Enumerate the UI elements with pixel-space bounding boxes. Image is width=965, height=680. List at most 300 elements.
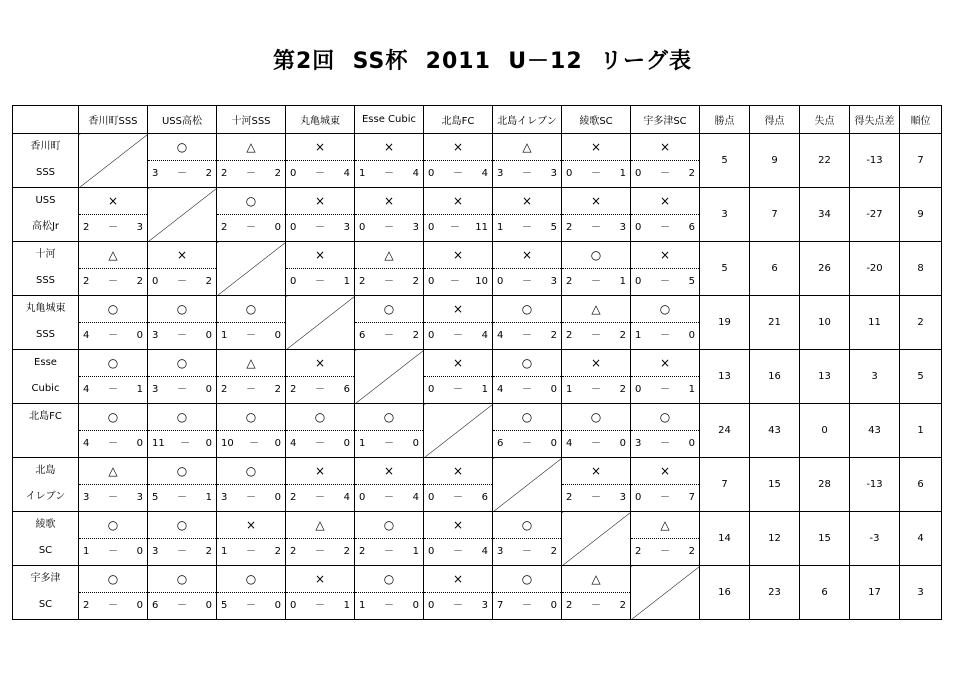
- score-for: 2: [566, 492, 573, 503]
- score-for: 2: [566, 276, 573, 287]
- score-for: 5: [152, 492, 159, 503]
- match-score: [217, 593, 285, 619]
- score-against: 6: [481, 492, 488, 503]
- result-symbol: ×: [424, 458, 492, 485]
- goals-against-cell: 15: [800, 512, 850, 566]
- result-symbol: ×: [79, 188, 147, 215]
- column-header: Esse Cubic: [355, 106, 424, 134]
- goals-for-cell: 21: [750, 296, 800, 350]
- score-against: 1: [136, 384, 143, 395]
- goals-for-cell: 16: [750, 350, 800, 404]
- result-symbol: ×: [424, 242, 492, 269]
- score-for: 0: [635, 276, 642, 287]
- score-against: 0: [550, 600, 557, 611]
- match-result-cell: [631, 134, 700, 188]
- match-score: [148, 539, 216, 565]
- score-for: 2: [359, 276, 366, 287]
- points-cell: 14: [700, 512, 750, 566]
- team-name-line2: SSS: [35, 167, 56, 178]
- score-for: 2: [566, 222, 573, 233]
- goals-against-cell: 6: [800, 566, 850, 620]
- score-against: 0: [136, 330, 143, 341]
- result-symbol: ×: [286, 134, 354, 161]
- score-against: 0: [136, 546, 143, 557]
- match-score: [631, 269, 699, 295]
- match-result-cell: [355, 134, 424, 188]
- score-against: 0: [205, 384, 212, 395]
- match-score: [217, 215, 285, 241]
- column-header: 丸亀城東: [286, 106, 355, 134]
- score-for: 1: [221, 330, 228, 341]
- score-separator: －: [453, 600, 463, 611]
- goals-against-cell: 34: [800, 188, 850, 242]
- score-for: 4: [83, 384, 90, 395]
- score-against: 0: [274, 492, 281, 503]
- match-result-cell: [562, 350, 631, 404]
- match-result-cell: [424, 458, 493, 512]
- score-separator: －: [177, 492, 187, 503]
- match-result-cell: [148, 404, 217, 458]
- match-score: [424, 377, 492, 403]
- score-for: 4: [497, 384, 504, 395]
- match-score: [493, 269, 561, 295]
- team-row: [13, 242, 942, 296]
- match-result-cell: [217, 566, 286, 620]
- score-against: 0: [274, 438, 281, 449]
- column-header: 宇多津SC: [631, 106, 700, 134]
- result-symbol: ○: [148, 134, 216, 161]
- score-against: 2: [688, 546, 695, 557]
- score-against: 2: [343, 546, 350, 557]
- score-for: 2: [290, 384, 297, 395]
- score-against: 2: [274, 384, 281, 395]
- score-separator: －: [315, 222, 325, 233]
- score-for: 4: [290, 438, 297, 449]
- score-against: 2: [274, 546, 281, 557]
- match-score: [79, 485, 147, 511]
- match-result-cell: [148, 296, 217, 350]
- score-for: 2: [566, 330, 573, 341]
- score-separator: －: [108, 492, 118, 503]
- score-for: 3: [152, 168, 159, 179]
- result-symbol: ×: [217, 512, 285, 539]
- points-cell: 5: [700, 242, 750, 296]
- score-for: 4: [83, 438, 90, 449]
- corner-header: [13, 106, 79, 134]
- team-name-cell: [13, 242, 79, 296]
- score-for: 0: [428, 276, 435, 287]
- match-score: [286, 269, 354, 295]
- match-result-cell: [286, 242, 355, 296]
- match-score: [217, 539, 285, 565]
- match-score: [355, 593, 423, 619]
- match-score: [286, 485, 354, 511]
- match-result-cell: [79, 188, 148, 242]
- match-result-cell: [148, 512, 217, 566]
- team-name-line2: SSS: [35, 275, 56, 286]
- result-symbol: △: [493, 134, 561, 161]
- score-against: 0: [136, 438, 143, 449]
- score-against: 0: [550, 384, 557, 395]
- match-score: [631, 431, 699, 457]
- score-separator: －: [660, 222, 670, 233]
- score-for: 1: [566, 384, 573, 395]
- score-against: 3: [619, 222, 626, 233]
- league-table: [12, 105, 942, 620]
- score-against: 5: [688, 276, 695, 287]
- match-score: [79, 269, 147, 295]
- score-against: 4: [412, 492, 419, 503]
- score-separator: －: [453, 168, 463, 179]
- score-against: 0: [205, 438, 212, 449]
- match-result-cell: [355, 404, 424, 458]
- match-score: [217, 323, 285, 349]
- team-name-line2: SSS: [35, 329, 56, 340]
- result-symbol: ○: [79, 512, 147, 539]
- score-against: 0: [688, 330, 695, 341]
- goal-difference-cell: -3: [850, 512, 900, 566]
- match-score: [148, 323, 216, 349]
- match-score: [286, 161, 354, 187]
- score-for: 2: [359, 546, 366, 557]
- match-score: [355, 431, 423, 457]
- score-separator: －: [591, 384, 601, 395]
- team-name-line1: 丸亀城東: [25, 303, 66, 314]
- result-symbol: ×: [355, 458, 423, 485]
- result-symbol: ×: [631, 134, 699, 161]
- match-score: [424, 269, 492, 295]
- match-result-cell: [217, 188, 286, 242]
- match-score: [286, 593, 354, 619]
- score-for: 1: [635, 330, 642, 341]
- score-separator: －: [522, 600, 532, 611]
- score-for: 10: [221, 438, 234, 449]
- result-symbol: ×: [631, 458, 699, 485]
- score-separator: －: [453, 546, 463, 557]
- match-result-cell: [562, 458, 631, 512]
- result-symbol: ×: [286, 188, 354, 215]
- goals-for-cell: 6: [750, 242, 800, 296]
- score-against: 3: [550, 276, 557, 287]
- match-score: [286, 215, 354, 241]
- score-for: 4: [497, 330, 504, 341]
- result-symbol: △: [562, 566, 630, 593]
- match-result-cell: [79, 296, 148, 350]
- team-row: [13, 350, 942, 404]
- score-for: 2: [83, 600, 90, 611]
- score-separator: －: [315, 438, 325, 449]
- score-separator: －: [384, 222, 394, 233]
- result-symbol: ○: [217, 188, 285, 215]
- team-row: [13, 512, 942, 566]
- score-separator: －: [384, 492, 394, 503]
- score-for: 0: [290, 222, 297, 233]
- match-score: [631, 539, 699, 565]
- match-score: [355, 269, 423, 295]
- score-against: 2: [205, 168, 212, 179]
- score-for: 2: [221, 222, 228, 233]
- score-separator: －: [315, 546, 325, 557]
- score-for: 0: [428, 546, 435, 557]
- score-against: 4: [343, 168, 350, 179]
- points-cell: 5: [700, 134, 750, 188]
- score-for: 2: [566, 600, 573, 611]
- result-symbol: ○: [631, 296, 699, 323]
- match-result-cell: [631, 350, 700, 404]
- result-symbol: ○: [493, 512, 561, 539]
- score-for: 0: [290, 276, 297, 287]
- column-header: 失点: [800, 106, 850, 134]
- result-symbol: ×: [424, 188, 492, 215]
- score-for: 3: [152, 384, 159, 395]
- score-against: 2: [274, 168, 281, 179]
- match-result-cell: [493, 350, 562, 404]
- match-score: [79, 323, 147, 349]
- match-score: [631, 323, 699, 349]
- match-result-cell: [562, 296, 631, 350]
- score-for: 2: [290, 492, 297, 503]
- match-score: [79, 215, 147, 241]
- score-for: 2: [83, 276, 90, 287]
- result-symbol: ×: [631, 188, 699, 215]
- score-against: 2: [205, 276, 212, 287]
- points-cell: 16: [700, 566, 750, 620]
- rank-cell: 5: [900, 350, 942, 404]
- score-against: 3: [412, 222, 419, 233]
- match-score: [424, 593, 492, 619]
- score-for: 3: [83, 492, 90, 503]
- result-symbol: ○: [493, 404, 561, 431]
- match-score: [424, 323, 492, 349]
- score-for: 0: [290, 600, 297, 611]
- team-name-line2: [13, 430, 78, 456]
- match-score: [562, 161, 630, 187]
- score-separator: －: [315, 492, 325, 503]
- score-separator: －: [315, 276, 325, 287]
- points-cell: 3: [700, 188, 750, 242]
- score-separator: －: [108, 438, 118, 449]
- score-separator: －: [246, 168, 256, 179]
- match-result-cell: [148, 242, 217, 296]
- result-symbol: ×: [562, 350, 630, 377]
- result-symbol: △: [79, 458, 147, 485]
- score-against: 0: [274, 330, 281, 341]
- score-for: 0: [152, 276, 159, 287]
- match-result-cell: [148, 134, 217, 188]
- score-separator: －: [384, 438, 394, 449]
- match-result-cell: [493, 188, 562, 242]
- goals-for-cell: 15: [750, 458, 800, 512]
- match-score: [148, 377, 216, 403]
- match-result-cell: [286, 512, 355, 566]
- match-score: [79, 377, 147, 403]
- goal-difference-cell: -13: [850, 134, 900, 188]
- result-symbol: ○: [79, 404, 147, 431]
- score-separator: －: [384, 600, 394, 611]
- score-separator: －: [177, 546, 187, 557]
- team-name-line2: イレブン: [25, 491, 66, 502]
- match-score: [148, 485, 216, 511]
- result-symbol: ×: [424, 512, 492, 539]
- score-separator: －: [246, 222, 256, 233]
- score-separator: －: [246, 600, 256, 611]
- result-symbol: ×: [562, 134, 630, 161]
- match-score: [148, 593, 216, 619]
- score-separator: －: [522, 168, 532, 179]
- score-separator: －: [522, 276, 532, 287]
- score-against: 3: [343, 222, 350, 233]
- score-separator: －: [315, 600, 325, 611]
- score-for: 5: [221, 600, 228, 611]
- score-against: 4: [481, 330, 488, 341]
- score-against: 3: [619, 492, 626, 503]
- score-separator: －: [384, 276, 394, 287]
- goals-against-cell: 13: [800, 350, 850, 404]
- score-separator: －: [522, 330, 532, 341]
- score-separator: －: [449, 276, 460, 287]
- match-score: [79, 539, 147, 565]
- score-against: 2: [550, 330, 557, 341]
- score-separator: －: [591, 492, 601, 503]
- result-symbol: ×: [148, 242, 216, 269]
- match-score: [148, 161, 216, 187]
- match-score: [79, 593, 147, 619]
- score-against: 10: [475, 276, 488, 287]
- match-result-cell: [631, 296, 700, 350]
- score-for: 3: [152, 330, 159, 341]
- team-name-cell: [13, 458, 79, 512]
- result-symbol: ○: [148, 512, 216, 539]
- result-symbol: ○: [493, 566, 561, 593]
- score-against: 4: [481, 168, 488, 179]
- score-against: 3: [550, 168, 557, 179]
- score-against: 1: [343, 276, 350, 287]
- team-name-line1: USS: [35, 195, 56, 206]
- match-score: [562, 377, 630, 403]
- score-against: 6: [688, 222, 695, 233]
- team-name-line2: Cubic: [31, 383, 60, 394]
- score-for: 4: [566, 438, 573, 449]
- score-for: 4: [83, 330, 90, 341]
- result-symbol: ×: [286, 458, 354, 485]
- match-score: [355, 539, 423, 565]
- match-result-cell: [217, 404, 286, 458]
- score-separator: －: [453, 384, 463, 395]
- score-for: 0: [359, 492, 366, 503]
- score-for: 0: [497, 276, 504, 287]
- score-separator: －: [108, 276, 118, 287]
- column-header: 順位: [900, 106, 942, 134]
- match-score: [631, 485, 699, 511]
- score-for: 6: [359, 330, 366, 341]
- match-score: [493, 431, 561, 457]
- result-symbol: ○: [217, 566, 285, 593]
- match-result-cell: [217, 512, 286, 566]
- score-against: 2: [619, 330, 626, 341]
- score-separator: －: [522, 384, 532, 395]
- score-against: 1: [412, 546, 419, 557]
- score-separator: －: [660, 546, 670, 557]
- self-match-cell: [286, 296, 355, 350]
- score-separator: －: [108, 330, 118, 341]
- score-against: 1: [343, 600, 350, 611]
- match-result-cell: [79, 458, 148, 512]
- score-against: 0: [550, 438, 557, 449]
- match-result-cell: [79, 566, 148, 620]
- result-symbol: ○: [355, 566, 423, 593]
- match-score: [355, 323, 423, 349]
- team-name-line1: Esse: [34, 357, 57, 368]
- score-separator: －: [315, 384, 325, 395]
- result-symbol: ×: [286, 350, 354, 377]
- team-row: [13, 296, 942, 350]
- goals-for-cell: 9: [750, 134, 800, 188]
- column-header: USS高松: [148, 106, 217, 134]
- goal-difference-cell: 3: [850, 350, 900, 404]
- rank-cell: 7: [900, 134, 942, 188]
- points-cell: 19: [700, 296, 750, 350]
- self-match-cell: [424, 404, 493, 458]
- score-against: 1: [619, 276, 626, 287]
- result-symbol: ○: [355, 512, 423, 539]
- score-for: 3: [635, 438, 642, 449]
- score-against: 4: [412, 168, 419, 179]
- match-result-cell: [217, 134, 286, 188]
- score-against: 0: [274, 222, 281, 233]
- match-score: [562, 593, 630, 619]
- points-cell: 24: [700, 404, 750, 458]
- score-for: 0: [428, 384, 435, 395]
- column-header: 北島FC: [424, 106, 493, 134]
- goal-difference-cell: 11: [850, 296, 900, 350]
- match-result-cell: [286, 566, 355, 620]
- goals-for-cell: 12: [750, 512, 800, 566]
- match-result-cell: [493, 404, 562, 458]
- result-symbol: ○: [286, 404, 354, 431]
- rank-cell: 3: [900, 566, 942, 620]
- team-row: [13, 134, 942, 188]
- team-name-line2: SC: [38, 545, 53, 556]
- result-symbol: ○: [562, 242, 630, 269]
- score-separator: －: [453, 330, 463, 341]
- rank-cell: 4: [900, 512, 942, 566]
- result-symbol: △: [355, 242, 423, 269]
- rank-cell: 6: [900, 458, 942, 512]
- team-name-cell: [13, 566, 79, 620]
- match-score: [355, 215, 423, 241]
- score-for: 0: [290, 168, 297, 179]
- score-for: 2: [221, 168, 228, 179]
- goals-against-cell: 10: [800, 296, 850, 350]
- goal-difference-cell: 43: [850, 404, 900, 458]
- match-result-cell: [424, 296, 493, 350]
- score-for: 11: [152, 438, 165, 449]
- score-for: 0: [635, 384, 642, 395]
- match-score: [148, 431, 216, 457]
- goals-against-cell: 26: [800, 242, 850, 296]
- match-score: [424, 161, 492, 187]
- match-result-cell: [493, 242, 562, 296]
- match-score: [562, 323, 630, 349]
- match-score: [493, 377, 561, 403]
- goals-against-cell: 0: [800, 404, 850, 458]
- rank-cell: 9: [900, 188, 942, 242]
- match-result-cell: [631, 404, 700, 458]
- team-name-line1: 十河: [35, 249, 56, 260]
- result-symbol: ×: [631, 350, 699, 377]
- score-for: 6: [497, 438, 504, 449]
- score-separator: －: [591, 222, 601, 233]
